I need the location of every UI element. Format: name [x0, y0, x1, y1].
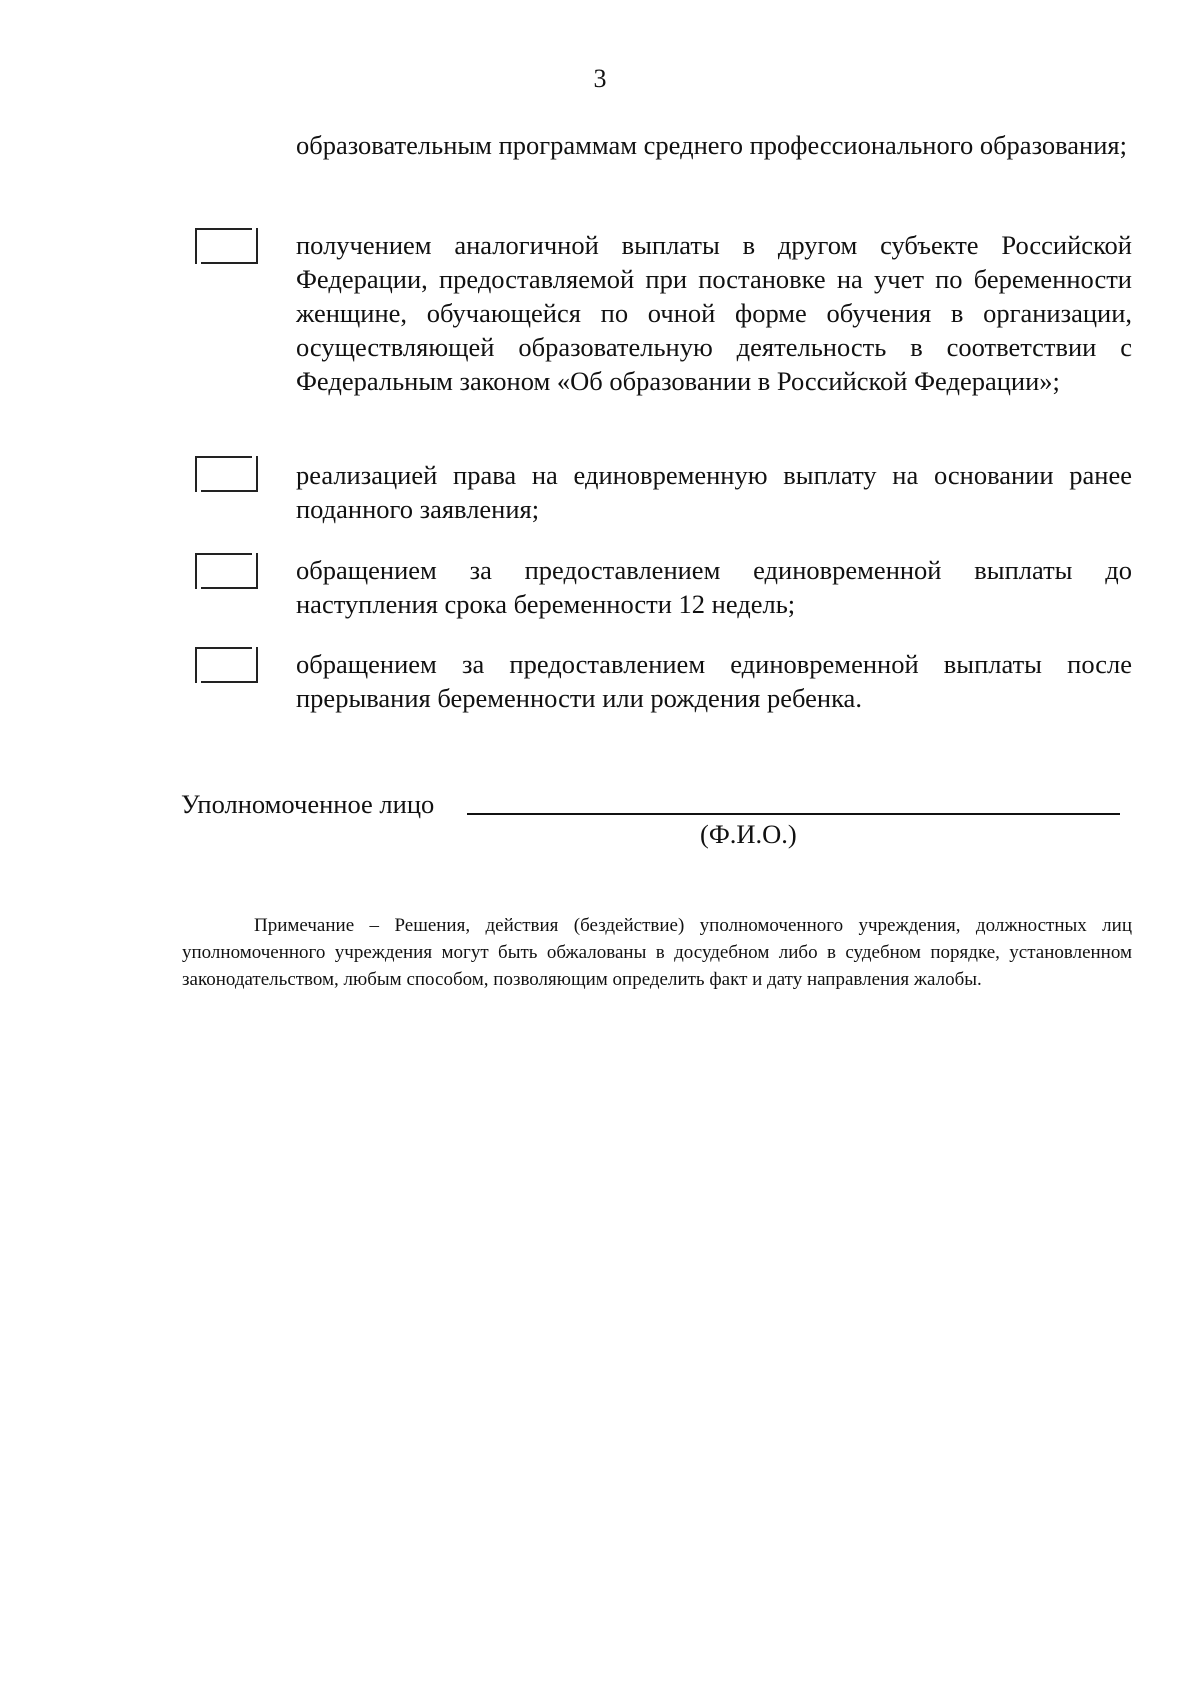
page-number: 3 [593, 64, 607, 93]
option-text-3: обращением за предоставлением единовременной выплаты до наступления срока беременности 12 недель; [296, 555, 1132, 619]
option-checkbox-3[interactable] [195, 553, 258, 589]
fio-caption: (Ф.И.О.) [700, 819, 797, 849]
signer-label: Уполномоченное лицо [181, 789, 435, 819]
option-checkbox-4[interactable] [195, 647, 258, 683]
option-text-1: получением аналогичной выплаты в другом субъекте Российской Федерации, предоставляемой при постановке на учет по беременности женщине, обучающейся по очной форме обучения в организации, осуществляющей образовательную деятельность в соответствии с Федеральным законом «Об образовании в Российской Федерации»; [296, 230, 1132, 396]
note-paragraph: Примечание – Решения, действия (бездействие) уполномоченного учреждения, должностных лиц уполномоченного учреждения могут быть обжалованы в досудебном либо в судебном порядке, установленном законодательством, любым способом, позволяющим определить факт и дату направления жалобы. [182, 915, 1132, 990]
option-text-2: реализацией права на единовременную выплату на основании ранее поданного заявления; [296, 460, 1132, 524]
signature-line[interactable] [467, 813, 1120, 815]
continuation-paragraph: образовательным программам среднего профессионального образования; [296, 130, 1127, 160]
option-checkbox-2[interactable] [195, 456, 258, 492]
option-text-4: обращением за предоставлением единовременной выплаты после прерывания беременности или рождения ребенка. [296, 649, 1132, 713]
option-checkbox-1[interactable] [195, 228, 258, 264]
